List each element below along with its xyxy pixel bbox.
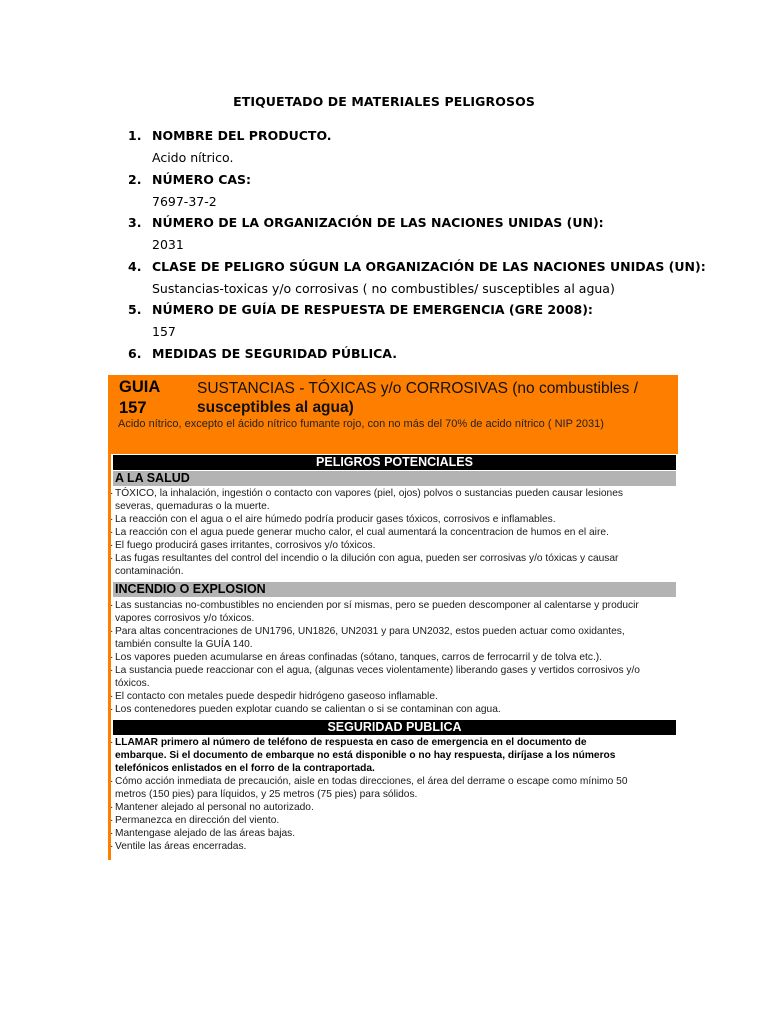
item-number: 1. bbox=[128, 128, 142, 143]
guide-text-line: contaminación. bbox=[115, 566, 184, 577]
section-heading: PELIGROS POTENCIALES bbox=[113, 455, 676, 470]
subsection-heading: INCENDIO O EXPLOSION bbox=[113, 582, 676, 597]
section-heading: SEGURIDAD PUBLICA bbox=[113, 720, 676, 735]
guide-text-line: Mantengase alejado de las áreas bajas. bbox=[115, 828, 296, 839]
page-title: ETIQUETADO DE MATERIALES PELIGROSOS bbox=[233, 94, 535, 109]
item-value: 7697-37-2 bbox=[152, 194, 217, 209]
guide-title-line: susceptibles al agua) bbox=[197, 399, 354, 416]
guide-text-line: también consulte la GUÍA 140. bbox=[115, 639, 253, 650]
guide-text-line: Las sustancias no-combustibles no encienden por sí mismas, pero se pueden descomponer al calentarse y producir bbox=[115, 600, 639, 611]
guide-text-line: tóxicos. bbox=[115, 678, 150, 689]
guide-number: 157 bbox=[119, 399, 147, 417]
item-heading: NÚMERO DE GUÍA DE RESPUESTA DE EMERGENCIA (GRE 2008): bbox=[152, 302, 593, 317]
item-number: 3. bbox=[128, 215, 142, 230]
guide-subtitle: Acido nítrico, excepto el ácido nítrico fumante rojo, con no más del 70% de acido nítrico ( NIP 2031) bbox=[118, 418, 604, 430]
item-number: 5. bbox=[128, 302, 142, 317]
bullet-mark: · bbox=[110, 626, 114, 637]
guide-text-line: Permanezca en dirección del viento. bbox=[115, 815, 280, 826]
guide-text-line: metros (150 pies) para líquidos, y 25 metros (75 pies) para sólidos. bbox=[115, 789, 418, 800]
item-value: Acido nítrico. bbox=[152, 150, 234, 165]
item-heading: CLASE DE PELIGRO SÚGUN LA ORGANIZACIÓN DE LAS NACIONES UNIDAS (UN): bbox=[152, 259, 706, 274]
bullet-mark: · bbox=[110, 553, 114, 564]
bullet-mark: · bbox=[110, 652, 114, 663]
item-heading: MEDIDAS DE SEGURIDAD PÚBLICA. bbox=[152, 346, 397, 361]
bullet-mark: · bbox=[110, 704, 114, 715]
item-value: 2031 bbox=[152, 237, 184, 252]
guide-text-line: Para altas concentraciones de UN1796, UN1826, UN2031 y para UN2032, estos pueden actuar como oxidantes, bbox=[115, 626, 625, 637]
guide-text-line: TÓXICO, la inhalación, ingestión o contacto con vapores (piel, ojos) polvos o sustancias pueden causar lesiones bbox=[115, 488, 623, 499]
bullet-mark: · bbox=[110, 665, 114, 676]
guide-title bbox=[197, 379, 667, 417]
item-number: 4. bbox=[128, 259, 142, 274]
guide-text-line: El contacto con metales puede despedir hidrógeno gaseoso inflamable. bbox=[115, 691, 438, 702]
guide-label: GUIA bbox=[119, 378, 161, 396]
guide-text-line: Mantener alejado al personal no autorizado. bbox=[115, 802, 314, 813]
bullet-mark: · bbox=[110, 841, 114, 852]
guide-text-line: Cómo acción inmediata de precaución, aisle en todas direcciones, el área del derrame o escape como mínimo 50 bbox=[115, 776, 628, 787]
item-heading: NOMBRE DEL PRODUCTO. bbox=[152, 128, 332, 143]
guide-text-line: La sustancia puede reaccionar con el agua, (algunas veces violentamente) liberando gases y vertidos corrosivos y/o bbox=[115, 665, 640, 676]
item-heading: NÚMERO DE LA ORGANIZACIÓN DE LAS NACIONES UNIDAS (UN): bbox=[152, 215, 604, 230]
item-value: Sustancias-toxicas y/o corrosivas ( no combustibles/ susceptibles al agua) bbox=[152, 281, 615, 296]
guide-text-line: LLAMAR primero al número de teléfono de respuesta en caso de emergencia en el documento de bbox=[115, 737, 587, 748]
item-number: 6. bbox=[128, 346, 142, 361]
item-number: 2. bbox=[128, 172, 142, 187]
guide-title-line: SUSTANCIAS - TÓXICAS y/o CORROSIVAS (no combustibles / bbox=[197, 380, 639, 397]
item-heading: NÚMERO CAS: bbox=[152, 172, 252, 187]
guide-text-line: El fuego producirá gases irritantes, corrosivos y/o tóxicos. bbox=[115, 540, 376, 551]
guide-header bbox=[108, 375, 678, 454]
guide-text-line: severas, quemaduras o la muerte. bbox=[115, 501, 270, 512]
bullet-mark: · bbox=[110, 776, 114, 787]
subsection-heading: A LA SALUD bbox=[113, 471, 676, 486]
guide-text-line: Las fugas resultantes del control del incendio o la dilución con agua, pueden ser corrosivas y/o tóxicas y causar bbox=[115, 553, 619, 564]
bullet-mark: · bbox=[110, 802, 114, 813]
item-value: 157 bbox=[152, 324, 176, 339]
guide-text-line: La reacción con el agua o el aire húmedo podría producir gases tóxicos, corrosivos e inflamables. bbox=[115, 514, 556, 525]
guide-text-line: telefónicos enlistados en el forro de la contraportada. bbox=[115, 763, 375, 774]
bullet-mark: · bbox=[110, 737, 114, 748]
guide-text-line: vapores corrosivos y/o tóxicos. bbox=[115, 613, 255, 624]
bullet-mark: · bbox=[110, 600, 114, 611]
bullet-mark: · bbox=[110, 514, 114, 525]
bullet-mark: · bbox=[110, 527, 114, 538]
bullet-mark: · bbox=[110, 540, 114, 551]
emergency-guide bbox=[108, 375, 678, 860]
guide-text-line: embarque. Si el documento de embarque no está disponible o no hay respuesta, diríjase a los números bbox=[115, 750, 616, 761]
guide-text-line: Los vapores pueden acumularse en áreas confinadas (sótano, tanques, carros de ferrocarril y de tolva etc.). bbox=[115, 652, 603, 663]
bullet-mark: · bbox=[110, 488, 114, 499]
guide-text-line: Ventile las áreas encerradas. bbox=[115, 841, 247, 852]
guide-text-line: Los contenedores pueden explotar cuando se calientan o si se contaminan con agua. bbox=[115, 704, 501, 715]
bullet-mark: · bbox=[110, 691, 114, 702]
guide-text-line: La reacción con el agua puede generar mucho calor, el cual aumentará la concentracion de humos en el aire. bbox=[115, 527, 609, 538]
bullet-mark: · bbox=[110, 828, 114, 839]
bullet-mark: · bbox=[110, 815, 114, 826]
